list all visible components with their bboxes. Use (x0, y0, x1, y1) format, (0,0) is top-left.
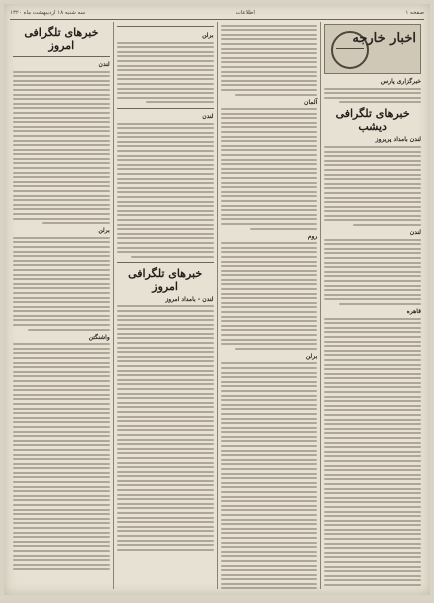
dateline: لندن - بامداد امروز (165, 295, 214, 303)
article-headline: خبرهای تلگرافی امروز (24, 26, 99, 52)
columns (10, 22, 424, 589)
article-text (221, 362, 318, 589)
issue-date: سه شنبه ۱۸ اردیبهشت ماه ۱۳۲۰ (10, 10, 86, 16)
dateline: برلن (98, 227, 110, 235)
dateline: قاهره (406, 307, 421, 315)
boxed-notice (117, 26, 214, 109)
dateline: آلمان (304, 98, 318, 106)
column-4 (10, 22, 113, 589)
article-text (221, 242, 318, 350)
article-text (13, 237, 110, 331)
dateline: لندن (409, 229, 421, 237)
dateline: روم (307, 232, 318, 240)
article-headline: خبرهای تلگرافی دیشب (335, 107, 410, 134)
article-text (221, 25, 318, 96)
dateline: واشنگتن (88, 333, 110, 341)
page-number: صفحه ۱ (405, 10, 424, 16)
column-2 (217, 22, 321, 589)
section-masthead (324, 24, 421, 74)
dateline: برلن (305, 352, 318, 360)
newspaper-page (4, 4, 430, 595)
article-text (221, 108, 318, 229)
column-3 (113, 22, 217, 589)
dateline: لندن بامداد پریروز (375, 136, 421, 144)
dateline: لندن (98, 61, 110, 68)
article-headline: خبرهای تلگرافی امروز (128, 266, 203, 293)
article-text (117, 305, 214, 550)
article-text (324, 146, 421, 226)
article-text (324, 239, 421, 305)
dateline: لندن (202, 112, 214, 120)
agency-credit: خبرگزاری پارس (380, 78, 421, 85)
page-header (10, 7, 424, 20)
article-text (13, 343, 110, 570)
newspaper-name: اطلاعات (235, 10, 255, 16)
article-text (324, 318, 421, 589)
column-1 (320, 22, 424, 589)
dateline: برلن (202, 32, 214, 39)
article-text (117, 123, 214, 258)
article-text (324, 88, 421, 104)
article-text (13, 71, 110, 225)
section-title: اخبار خارجه (352, 31, 416, 46)
